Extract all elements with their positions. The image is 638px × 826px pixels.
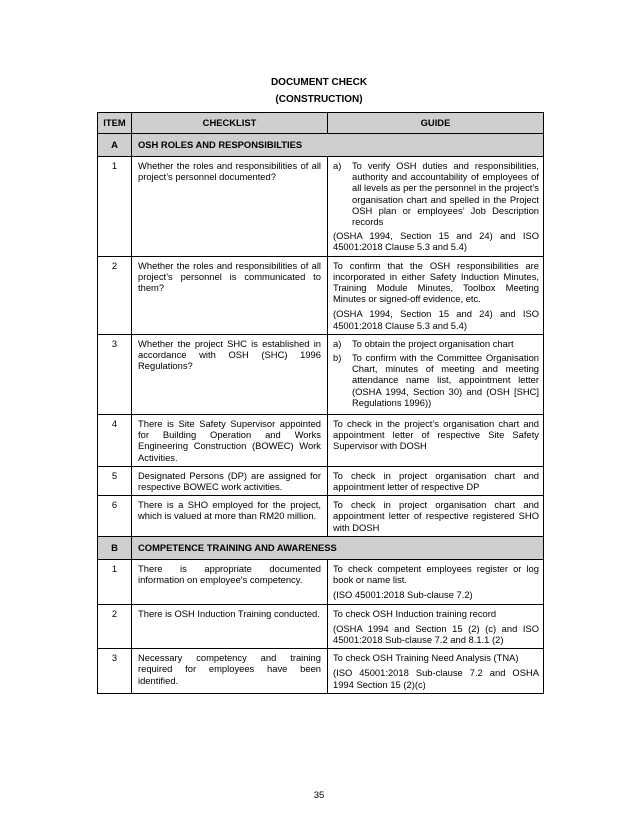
item-number: 5 [98,466,132,495]
guide-paragraph: To check in project organisation chart and appointment letter of respective DP [333,469,539,493]
guide-paragraph: (ISO 45001:2018 Sub-clause 7.2 and OSHA 1994 Section 15 (2)(c) [333,667,539,690]
guide-cell [328,496,544,537]
header-item: ITEM [98,113,132,134]
guide-paragraph: To check competent employees register or log book or name list. [333,562,539,586]
section-letter: B [98,536,132,559]
guide-list-text: To obtain the project organisation chart [352,337,514,349]
checklist-text: Designated Persons (DP) are assigned for respective BOWEC work activities. [132,466,328,495]
section-letter: A [98,134,132,157]
table-row [98,496,544,537]
page-number: 35 [313,790,325,801]
guide-paragraph: (OSHA 1994, Section 15 and 24) and ISO 45001:2018 Clause 5.3 and 5.4) [333,230,539,253]
document-subtitle: (CONSTRUCTION) [275,94,363,105]
guide-list-text: To confirm with the Committee Organisation Chart, minutes of meeting and meeting attendance name list, appointment letter (OSHA 1994, Section 30) and (OSH [SHC] Regulations 1996)) [352,352,539,408]
checklist-text: There is Site Safety Supervisor appointed for Building Operation and Works Engineering Construction (BOWEC) Work Activities. [132,415,328,467]
guide-list-item [333,338,539,349]
section-title: OSH ROLES AND RESPONSIBILTIES [132,134,544,157]
table-row [98,649,544,694]
item-number: 4 [98,415,132,467]
item-number: 2 [98,256,132,334]
guide-cell [328,415,544,467]
guide-list-marker: b) [333,352,342,364]
document-title: DOCUMENT CHECK [270,77,368,88]
guide-paragraph: To check OSH Training Need Analysis (TNA) [333,652,519,664]
checklist-table [97,112,544,694]
table-row [98,559,544,604]
table-row [98,604,544,649]
header-guide: GUIDE [328,113,544,134]
checklist-text: There is OSH Induction Training conducted. [132,604,328,649]
guide-paragraph: To check in project organisation chart and appointment letter of respective registered SHO with DOSH [333,499,539,533]
table-body [98,134,544,694]
table-row [98,256,544,334]
guide-cell [328,466,544,495]
guide-paragraph: (OSHA 1994 and Section 15 (2) (c) and ISO 45001:2018 Sub-clause 7.2 and 8.1.1 (2) [333,622,539,645]
guide-paragraph: (OSHA 1994, Section 15 and 24) and ISO 45001:2018 Clause 5.3 and 5.4) [333,308,539,331]
table-row [98,157,544,257]
guide-list-item [333,352,539,408]
item-number: 1 [98,157,132,257]
checklist-text: Whether the roles and responsibilities of all project’s personnel is communicated to them? [132,256,328,334]
guide-list-marker: a) [333,160,342,171]
table-row [98,334,544,414]
guide-paragraph: To check OSH Induction training record [333,607,497,619]
section-row [98,536,544,559]
guide-cell [328,559,544,604]
guide-list-item [333,160,539,227]
table-header-row [98,113,544,134]
table-row [98,415,544,467]
guide-list-marker: a) [333,337,342,349]
guide-paragraph: To check in the project’s organisation chart and appointment letter of respective Site Safety Supervisor with DOSH [333,418,539,452]
checklist-text: Whether the roles and responsibilities of all project’s personnel documented? [132,157,328,257]
item-number: 2 [98,604,132,649]
guide-paragraph: (ISO 45001:2018 Sub-clause 7.2) [333,589,473,601]
item-number: 3 [98,334,132,414]
guide-cell [328,649,544,694]
guide-paragraph: To confirm that the OSH responsibilities are incorporated in either Safety Induction Minutes, Training Module Minutes, Toolbox Meeting Minutes or signed-off evidence, etc. [333,259,539,305]
guide-cell [328,157,544,257]
checklist-text: There is appropriate documented information on employee’s competency. [132,559,328,604]
guide-cell [328,334,544,414]
header-checklist: CHECKLIST [132,113,328,134]
guide-list-text: To verify OSH duties and responsibilities, authority and accountability of employees of all levels as per the personnel in the project’s organisation chart and spelled in the Project OSH plan or employees’ Job Description records [352,160,539,228]
section-title: COMPETENCE TRAINING AND AWARENESS [132,536,544,559]
checklist-text: There is a SHO employed for the project, which is valued at more than RM20 million. [132,496,328,537]
guide-cell [328,256,544,334]
item-number: 1 [98,559,132,604]
item-number: 3 [98,649,132,694]
checklist-text: Necessary competency and training required for employees have been identified. [132,649,328,694]
table-row [98,466,544,495]
item-number: 6 [98,496,132,537]
section-row [98,134,544,157]
checklist-text: Whether the project SHC is established in accordance with OSH (SHC) 1996 Regulations? [132,334,328,414]
guide-cell [328,604,544,649]
